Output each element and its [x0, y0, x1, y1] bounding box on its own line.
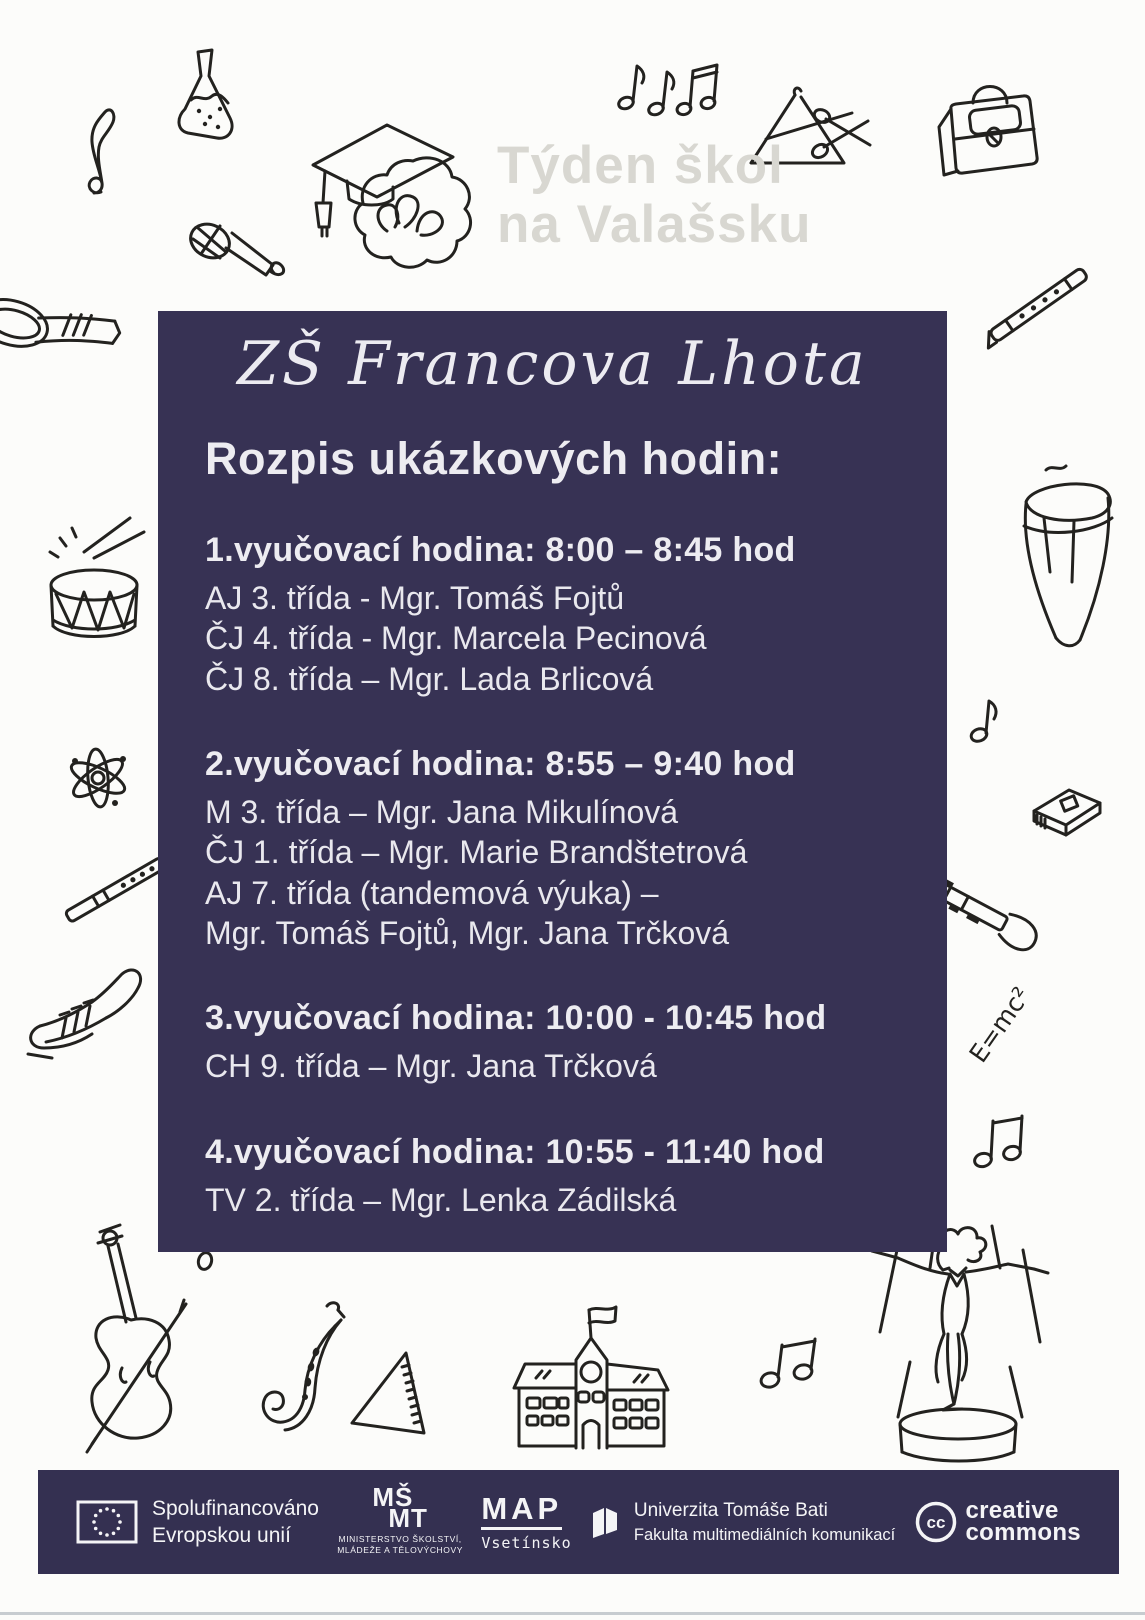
- school-satchel-icon: [925, 75, 1045, 205]
- brand-title-line1: Týden škol: [497, 136, 784, 195]
- footer-map-section: [481, 1490, 572, 1552]
- lesson-block-3: [205, 999, 947, 1086]
- msmt-logo: [372, 1482, 428, 1533]
- emc2-formula: E=mc²: [963, 981, 1037, 1068]
- creative-commons-icon: [914, 1500, 958, 1544]
- cc-line2: commons: [965, 1519, 1081, 1546]
- recorder-icon: [985, 240, 1110, 350]
- cc-line1: creative: [965, 1496, 1059, 1524]
- snare-drum-icon: [32, 508, 157, 653]
- beamed-note-bottom-icon: [758, 1332, 830, 1394]
- lesson-line: TV 2. třída – Mgr. Lenka Zádilská: [205, 1181, 677, 1218]
- eu-funding-line2: Evropskou unií: [152, 1524, 291, 1547]
- lesson-block-2: [205, 745, 947, 953]
- eighth-note-right-icon: [968, 695, 1008, 745]
- lesson-line: AJ 7. třída (tandemová výuka) –: [205, 874, 659, 911]
- clarinet-icon: [938, 858, 1073, 973]
- schedule-panel: [158, 311, 947, 1252]
- school-name-script: ZŠ Francova Lhota: [237, 329, 868, 399]
- msmt-caption: [337, 1534, 463, 1557]
- treble-clef-icon: [80, 95, 130, 195]
- music-notes-icon: [615, 45, 720, 120]
- footer-cc-section: [914, 1496, 1081, 1546]
- book-right-icon: [1022, 783, 1107, 845]
- brand-title: [497, 136, 811, 255]
- schedule-heading: Rozpis ukázkových hodin:: [205, 433, 783, 484]
- lesson-line: M 3. třída – Mgr. Jana Mikulínová: [205, 793, 679, 830]
- book-icon: [590, 1505, 620, 1539]
- map-logo: MAP: [481, 1493, 562, 1530]
- graduation-cap-flower-logo: [295, 103, 490, 275]
- msmt-caption-line1: MINISTERSTVO ŠKOLSTVÍ,: [338, 1533, 462, 1544]
- conga-drum-icon: [1012, 462, 1142, 667]
- atom-icon: [63, 743, 133, 813]
- school-building-icon: [494, 1298, 686, 1460]
- scan-edge-line: [0, 1612, 1145, 1615]
- lesson-title: 2.vyučovací hodina: 8:55 – 9:40 hod: [205, 744, 796, 783]
- trumpet-left-icon: [22, 962, 152, 1102]
- msmt-logo-top: MŠ: [372, 1482, 414, 1513]
- lesson-line: ČJ 1. třída – Mgr. Marie Brandštetrová: [205, 834, 748, 871]
- eu-flag-icon: [76, 1500, 138, 1544]
- microphone-icon: [180, 215, 290, 300]
- lesson-title: 3.vyučovací hodina: 10:00 - 10:45 hod: [205, 999, 827, 1038]
- eu-funding-label: [152, 1495, 319, 1550]
- small-circle-icon: [196, 1250, 214, 1274]
- brand-title-line2: na Valašsku: [497, 195, 812, 255]
- cc-symbol-text: cc: [926, 1513, 945, 1532]
- beamed-note-right-icon: [972, 1105, 1030, 1173]
- utb-label: [634, 1498, 895, 1546]
- set-square-icon: [336, 1343, 431, 1441]
- footer-logo-bar: [38, 1470, 1119, 1574]
- creative-commons-label: [965, 1496, 1081, 1546]
- footer-eu-section: [76, 1495, 319, 1550]
- footer-msmt-section: [337, 1482, 464, 1556]
- eu-funding-line1: Spolufinancováno: [152, 1496, 319, 1520]
- lesson-block-1: [205, 531, 947, 699]
- lesson-line: ČJ 8. třída – Mgr. Lada Brlicová: [205, 660, 654, 697]
- lesson-line: Mgr. Tomáš Fojtů, Mgr. Jana Trčková: [205, 914, 730, 951]
- lesson-line: AJ 3. třída - Mgr. Tomáš Fojtů: [205, 580, 625, 616]
- msmt-logo-bottom: MT: [388, 1502, 428, 1533]
- map-region-label: Vsetínsko: [481, 1533, 572, 1552]
- flask-icon: [165, 45, 250, 145]
- lesson-block-4: [205, 1133, 947, 1220]
- utb-line2: Fakulta multimediálních komunikací: [633, 1525, 896, 1544]
- msmt-caption-line2: MLÁDEŽE A TĚLOVÝCHOVY: [337, 1545, 464, 1556]
- lesson-title: 4.vyučovací hodina: 10:55 - 11:40 hod: [205, 1132, 825, 1171]
- lesson-line: CH 9. třída – Mgr. Jana Trčková: [205, 1048, 657, 1085]
- trumpet-top-left-icon: [0, 258, 135, 378]
- lesson-title: 1.vyučovací hodina: 8:00 – 8:45 hod: [205, 531, 796, 569]
- lesson-line: ČJ 4. třída - Mgr. Marcela Pecinová: [205, 620, 707, 657]
- utb-line1: Univerzita Tomáše Bati: [633, 1500, 828, 1522]
- footer-utb-section: [590, 1498, 895, 1546]
